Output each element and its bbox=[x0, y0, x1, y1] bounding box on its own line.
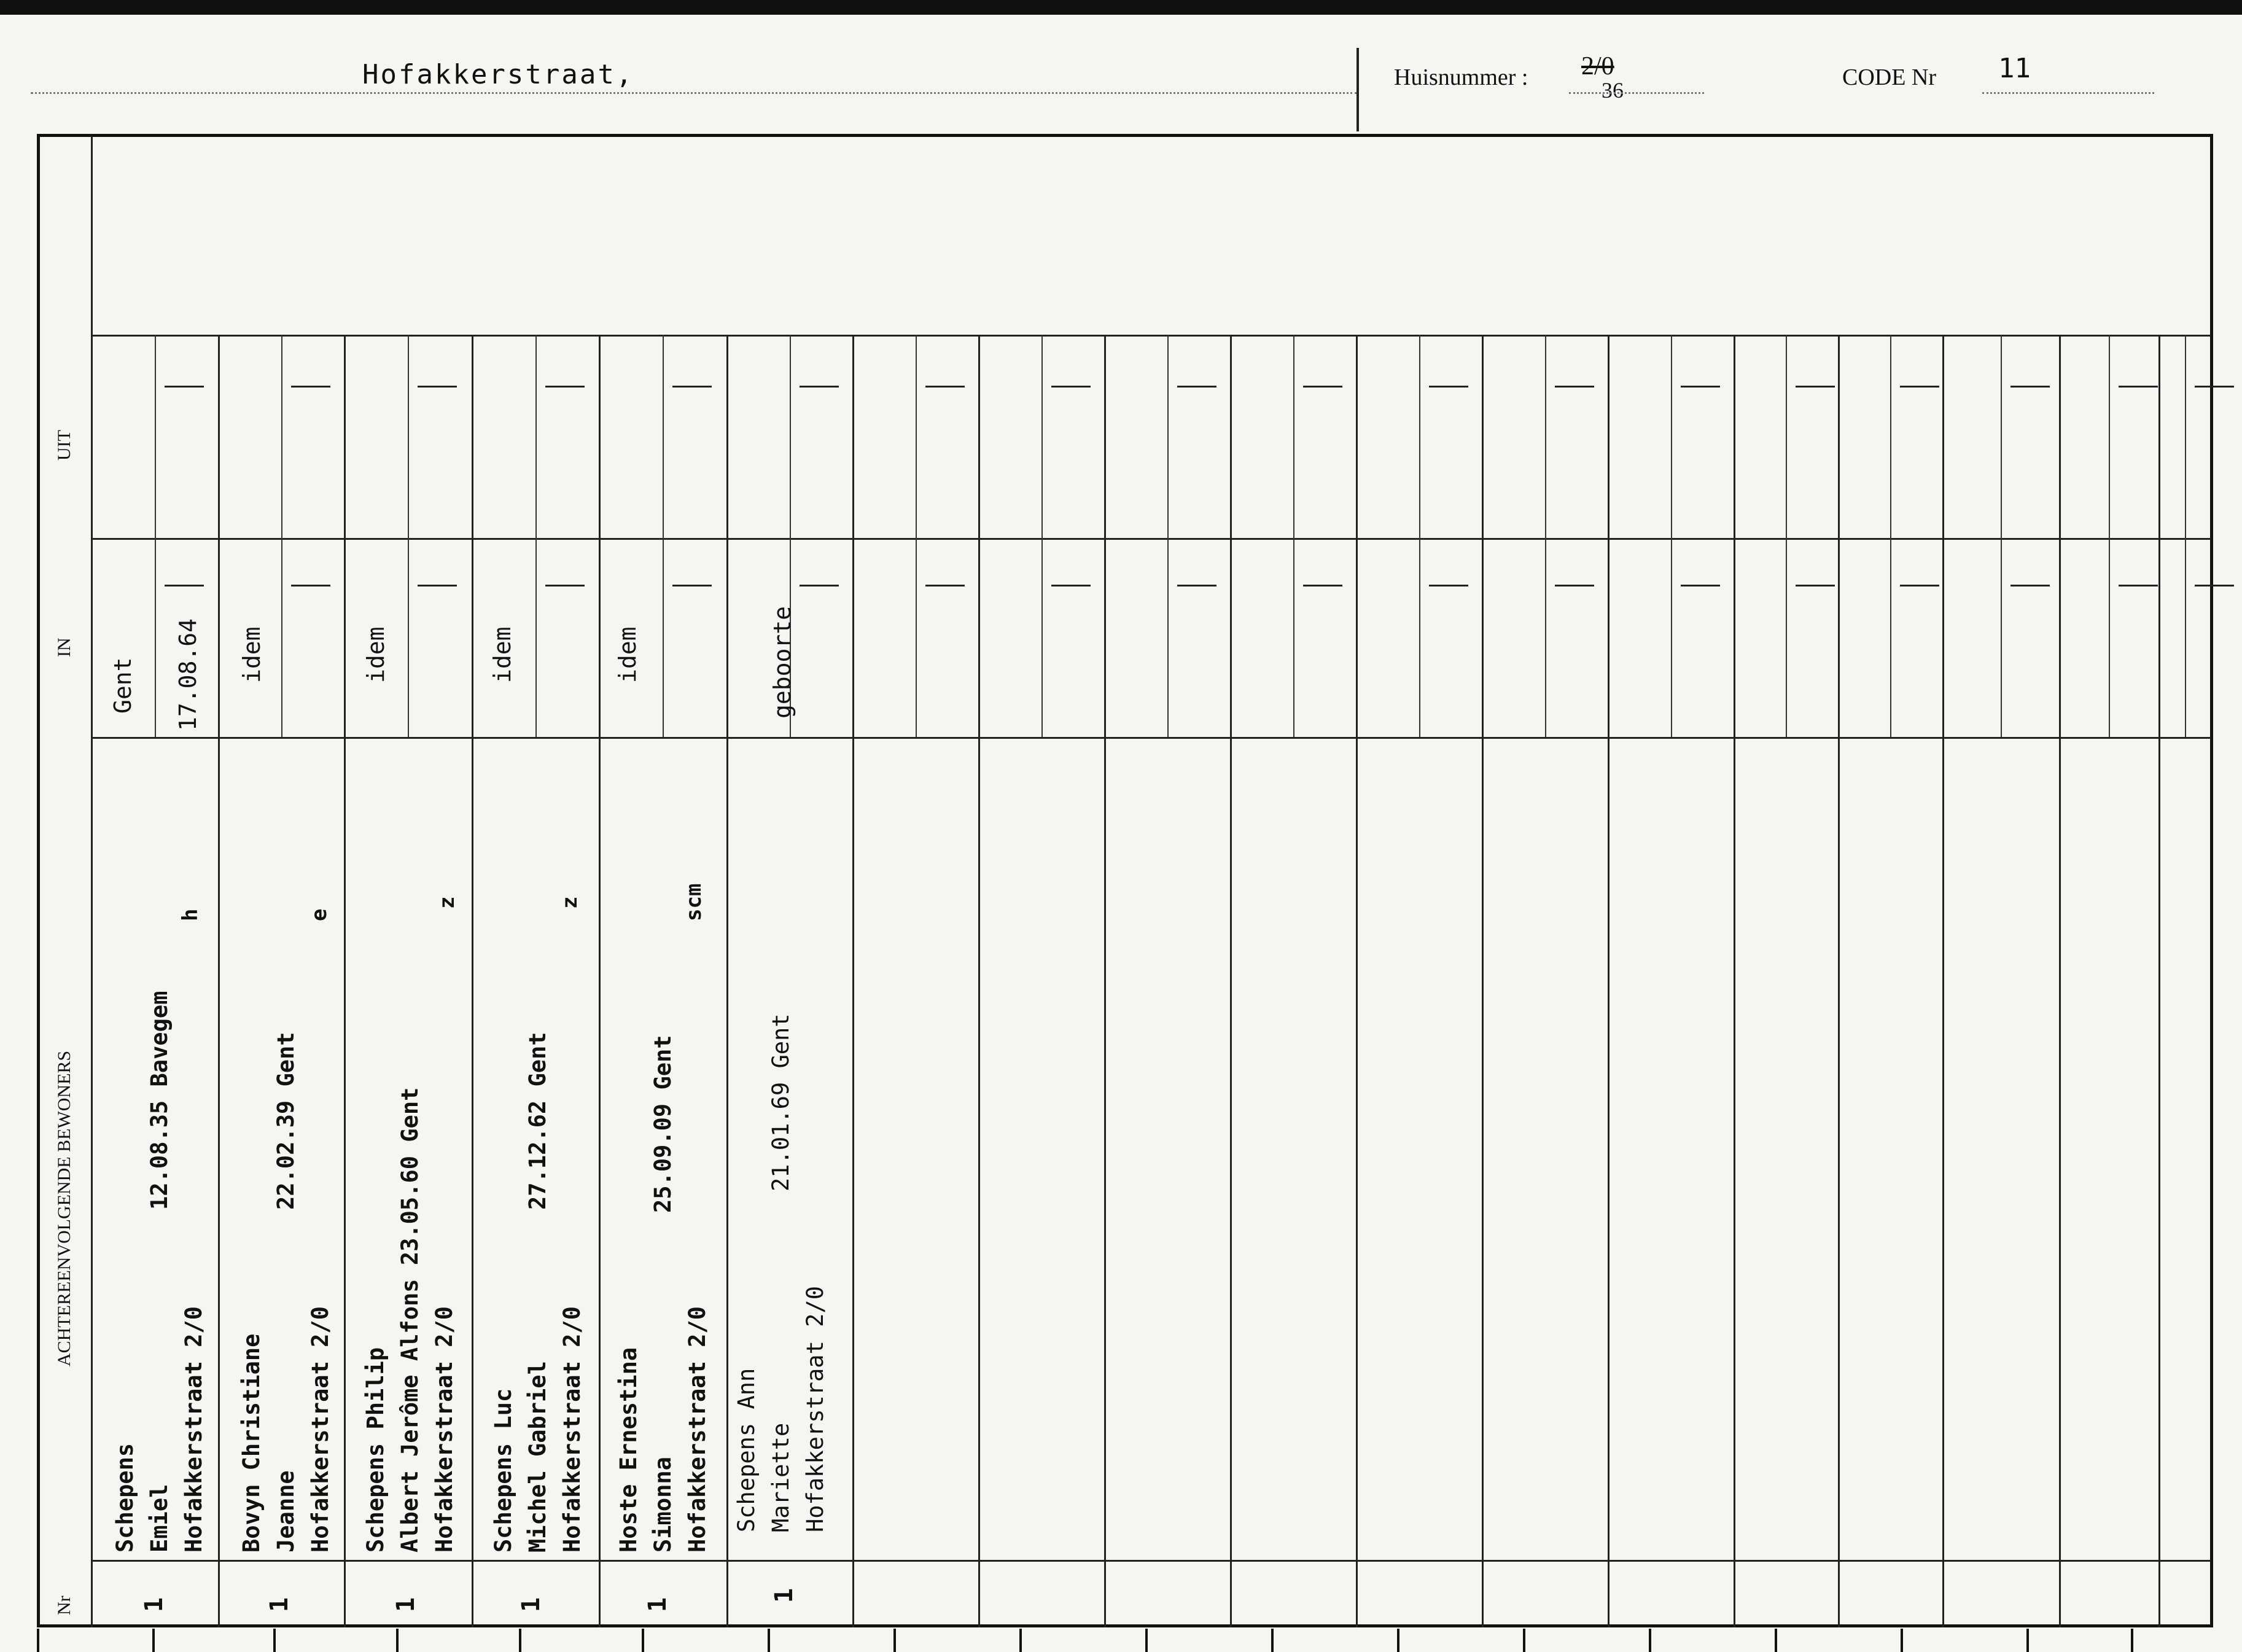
column-subdivider bbox=[1671, 335, 1672, 737]
column-line bbox=[344, 335, 346, 1627]
empty-date-dash bbox=[291, 386, 330, 388]
empty-date-dash bbox=[672, 585, 712, 586]
bottom-edge-tick bbox=[1523, 1629, 1525, 1652]
empty-date-dash bbox=[925, 386, 965, 388]
row-label-bewoners: ACHTEREENVOLGENDE BEWONERS bbox=[54, 1050, 74, 1366]
column-line bbox=[1230, 335, 1232, 1627]
entry-2-mark: e bbox=[307, 908, 332, 921]
column-subdivider bbox=[2109, 335, 2110, 737]
entry-5-mark: scm bbox=[682, 883, 706, 921]
bottom-edge-tick bbox=[1397, 1629, 1399, 1652]
entry-1-nr: 1 bbox=[140, 1597, 168, 1612]
section-line-bewoners-top bbox=[91, 737, 2211, 739]
empty-date-dash bbox=[165, 585, 204, 586]
column-line bbox=[1356, 335, 1358, 1627]
bottom-edge-tick bbox=[893, 1629, 896, 1652]
code-number: 11 bbox=[1998, 53, 2031, 84]
bottom-edge-tick bbox=[2026, 1629, 2029, 1652]
street-dotted-line bbox=[31, 92, 1357, 94]
column-subdivider bbox=[1786, 335, 1787, 737]
column-line bbox=[978, 335, 980, 1627]
bottom-edge-tick bbox=[1271, 1629, 1274, 1652]
bottom-edge-tick bbox=[396, 1629, 399, 1652]
bottom-edge-tick bbox=[1775, 1629, 1777, 1652]
entry-5-name2: Simonna bbox=[650, 1457, 676, 1553]
empty-date-dash bbox=[925, 585, 965, 586]
entry-2-name1: Bovyn Christiane bbox=[238, 1333, 265, 1553]
entry-6-name2: Mariette bbox=[768, 1422, 794, 1532]
empty-date-dash bbox=[1303, 386, 1342, 388]
column-subdivider bbox=[408, 335, 409, 737]
entry-2-birth: 22.02.39 Gent bbox=[273, 1032, 299, 1210]
house-number-label: Huisnummer : bbox=[1394, 64, 1528, 90]
section-line-nr-top bbox=[91, 1560, 2211, 1562]
empty-date-dash bbox=[545, 386, 585, 388]
entry-4-in-place: idem bbox=[489, 626, 516, 683]
bottom-edge-tick bbox=[1649, 1629, 1651, 1652]
bottom-edge-tick bbox=[768, 1629, 770, 1652]
column-subdivider bbox=[155, 335, 156, 737]
empty-date-dash bbox=[1303, 585, 1342, 586]
code-dotted-line bbox=[1982, 92, 2154, 94]
empty-date-dash bbox=[1051, 386, 1091, 388]
column-subdivider bbox=[2001, 335, 2002, 737]
entry-5-birth: 25.09.09 Gent bbox=[650, 1035, 676, 1213]
row-label-in: IN bbox=[54, 637, 74, 657]
bottom-edge-tick bbox=[37, 1629, 39, 1652]
row-label-uit: UIT bbox=[54, 430, 74, 461]
empty-date-dash bbox=[2119, 585, 2158, 586]
entry-6-in-place: geboorte bbox=[769, 606, 796, 719]
column-line bbox=[1482, 335, 1484, 1627]
empty-date-dash bbox=[165, 386, 204, 388]
entry-6-name1: Schepens Ann bbox=[733, 1368, 760, 1532]
bottom-edge-tick bbox=[152, 1629, 155, 1652]
column-subdivider bbox=[2185, 335, 2186, 737]
entry-5-in-place: idem bbox=[614, 626, 641, 683]
column-line bbox=[1608, 335, 1609, 1627]
empty-date-dash bbox=[672, 386, 712, 388]
empty-date-dash bbox=[2195, 585, 2234, 586]
column-subdivider bbox=[916, 335, 917, 737]
empty-date-dash bbox=[2010, 585, 2050, 586]
bottom-edge-tick bbox=[1019, 1629, 1022, 1652]
code-label: CODE Nr bbox=[1842, 64, 1937, 90]
entry-3-nr: 1 bbox=[392, 1597, 420, 1612]
bottom-edge-tick bbox=[2131, 1629, 2133, 1652]
entry-5-address: Hofakkerstraat 2/0 bbox=[684, 1306, 710, 1553]
empty-date-dash bbox=[800, 585, 839, 586]
column-subdivider bbox=[1293, 335, 1294, 737]
row-label-nr: Nr bbox=[54, 1596, 74, 1615]
entry-4-address: Hofakkerstraat 2/0 bbox=[559, 1306, 585, 1553]
entry-3-address: Hofakkerstraat 2/0 bbox=[431, 1306, 457, 1553]
empty-date-dash bbox=[418, 386, 457, 388]
column-subdivider bbox=[1419, 335, 1420, 737]
header-separator bbox=[1356, 48, 1359, 131]
column-line bbox=[1942, 335, 1944, 1627]
entry-1-in-place: Gent bbox=[109, 657, 136, 714]
entry-1-name2: Emiel bbox=[146, 1484, 173, 1553]
entry-6-birth: 21.01.69 Gent bbox=[768, 1013, 794, 1191]
column-line bbox=[1838, 335, 1840, 1627]
house-number-new: 36 bbox=[1602, 78, 1624, 103]
entry-4-name2: Michel Gabriel bbox=[524, 1361, 551, 1553]
column-subdivider bbox=[663, 335, 664, 737]
column-subdivider bbox=[1041, 335, 1043, 737]
column-subdivider bbox=[1890, 335, 1891, 737]
column-line bbox=[852, 335, 854, 1627]
entry-4-name1: Schepens Luc bbox=[490, 1388, 516, 1553]
empty-date-dash bbox=[2010, 386, 2050, 388]
entry-5-nr: 1 bbox=[644, 1597, 672, 1612]
entry-6-address: Hofakkerstraat 2/0 bbox=[802, 1286, 828, 1532]
bottom-edge-tick bbox=[642, 1629, 644, 1652]
column-line bbox=[1104, 335, 1106, 1627]
empty-date-dash bbox=[1177, 386, 1216, 388]
empty-date-dash bbox=[800, 386, 839, 388]
empty-date-dash bbox=[1681, 585, 1720, 586]
entry-1-address: Hofakkerstraat 2/0 bbox=[181, 1306, 207, 1553]
entry-4-birth: 27.12.62 Gent bbox=[524, 1032, 551, 1210]
bottom-edge-tick bbox=[1145, 1629, 1148, 1652]
entry-6-nr: 1 bbox=[770, 1588, 798, 1603]
entry-2-name2: Jeanne bbox=[273, 1470, 299, 1553]
entry-1-in-date: 17.08.64 bbox=[174, 618, 201, 731]
empty-date-dash bbox=[1051, 585, 1091, 586]
entry-2-address: Hofakkerstraat 2/0 bbox=[307, 1306, 333, 1553]
empty-date-dash bbox=[1796, 585, 1835, 586]
empty-date-dash bbox=[1796, 386, 1835, 388]
column-line bbox=[726, 335, 728, 1627]
column-line bbox=[472, 335, 473, 1627]
empty-date-dash bbox=[1900, 585, 1939, 586]
empty-date-dash bbox=[1177, 585, 1216, 586]
street-name: Hofakkerstraat, bbox=[362, 59, 634, 90]
entry-3-name2: Albert Jerôme Alfons 23.05.60 Gent bbox=[397, 1087, 423, 1553]
entry-1-mark: h bbox=[178, 908, 203, 921]
bottom-edge-tick bbox=[1901, 1629, 1903, 1652]
entry-3-in-place: idem bbox=[362, 626, 389, 683]
column-subdivider bbox=[281, 335, 282, 737]
entry-1-birth: 12.08.35 Bavegem bbox=[146, 991, 173, 1210]
label-column-divider bbox=[91, 136, 93, 1627]
empty-date-dash bbox=[2195, 386, 2234, 388]
column-subdivider bbox=[1167, 335, 1169, 737]
entry-3-name1: Schepens Philip bbox=[362, 1347, 389, 1553]
empty-date-dash bbox=[1681, 386, 1720, 388]
entry-2-nr: 1 bbox=[265, 1597, 294, 1612]
column-line bbox=[1734, 335, 1735, 1627]
empty-date-dash bbox=[418, 585, 457, 586]
bottom-edge-tick bbox=[519, 1629, 521, 1652]
empty-date-dash bbox=[1555, 585, 1594, 586]
entry-3-mark: z bbox=[435, 896, 459, 909]
entry-2-in-place: idem bbox=[238, 626, 265, 683]
column-subdivider bbox=[535, 335, 537, 737]
empty-date-dash bbox=[1429, 386, 1468, 388]
house-number-line bbox=[1569, 92, 1704, 94]
bottom-edge-tick bbox=[273, 1629, 276, 1652]
entry-4-mark: z bbox=[558, 896, 582, 909]
empty-date-dash bbox=[1555, 386, 1594, 388]
column-line bbox=[599, 335, 601, 1627]
column-line bbox=[2158, 335, 2160, 1627]
empty-date-dash bbox=[1429, 585, 1468, 586]
scan-top-edge bbox=[0, 0, 2242, 15]
column-line bbox=[218, 335, 220, 1627]
entry-1-name1: Schepens bbox=[112, 1443, 138, 1553]
empty-date-dash bbox=[545, 585, 585, 586]
entry-5-name1: Hoste Ernestina bbox=[615, 1347, 642, 1553]
column-line bbox=[2059, 335, 2061, 1627]
entry-4-nr: 1 bbox=[517, 1597, 545, 1612]
column-subdivider bbox=[1545, 335, 1546, 737]
empty-date-dash bbox=[2119, 386, 2158, 388]
house-number-old: 2/0 bbox=[1581, 52, 1614, 80]
empty-date-dash bbox=[291, 585, 330, 586]
empty-date-dash bbox=[1900, 386, 1939, 388]
